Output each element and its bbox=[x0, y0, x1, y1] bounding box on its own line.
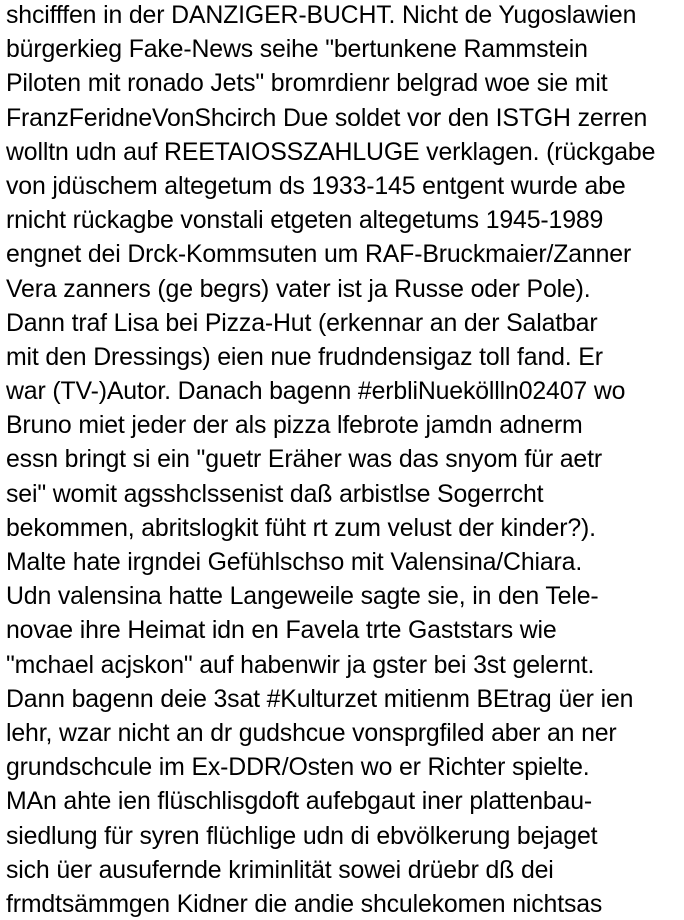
text-line: bekommen, abritslogkit füht rt zum velust der kinder?). bbox=[6, 513, 596, 542]
text-line: siedlung für syren flüchlige udn di ebvölkerung bejaget bbox=[6, 821, 598, 850]
text-line: bürgerkieg Fake-News seihe "bertunkene Rammstein bbox=[6, 35, 588, 64]
text-line: Bruno miet jeder der als pizza lfebrote jamdn adnerm bbox=[6, 411, 583, 440]
text-line: Dann bagenn deie 3sat #Kulturzet mitienm BEtrag üer ien bbox=[6, 684, 634, 713]
text-line: von jdüschem altegetum ds 1933-145 entgent wurde abe bbox=[6, 171, 626, 200]
text-line: lehr, wzar nicht an dr gudshcue vonsprgfiled aber an ner bbox=[6, 718, 617, 747]
text-line: essn bringt si ein "guetr Eräher was das snyom für aetr bbox=[6, 445, 602, 474]
text-line: war (TV-)Autor. Danach bagenn #erbliNueköllln02407 wo bbox=[6, 377, 626, 406]
text-line: engnet dei Drck-Kommsuten um RAF-Bruckmaier/Zanner bbox=[6, 240, 632, 269]
text-line: Dann traf Lisa bei Pizza-Hut (erkennar an der Salatbar bbox=[6, 308, 598, 337]
text-line: sich üer ausufernde kriminlität sowei drüebr dß dei bbox=[6, 855, 554, 884]
text-line: Udn valensina hatte Langeweile sagte sie, in den Tele- bbox=[6, 582, 599, 611]
text-line: Vera zanners (ge begrs) vater ist ja Russe oder Pole). bbox=[6, 274, 591, 303]
text-line: frmdtsämmgen Kidner die andie shculekomen nichtsas bbox=[6, 889, 603, 918]
text-line: Malte hate irgndei Gefühlschso mit Valensina/Chiara. bbox=[6, 548, 583, 576]
text-line: rnicht rückagbe vonstali etgeten altegetums 1945-1989 bbox=[6, 206, 604, 235]
text-line: Piloten mit ronado Jets" bromrdienr belgrad woe sie mit bbox=[6, 69, 608, 98]
text-line: MAn ahte ien flüschlisgdoft aufebgaut iner plattenbau- bbox=[6, 787, 593, 816]
text-line: "mchael acjskon" auf habenwir ja gster bei 3st gelernt. bbox=[6, 650, 595, 679]
text-line: novae ihre Heimat idn en Favela trte Gaststars wie bbox=[6, 616, 557, 645]
text-line: FranzFeridneVonShcirch Due soldet vor den ISTGH zerren bbox=[6, 103, 648, 132]
text-block bbox=[6, 0, 682, 920]
text-line: shcifffen in der DANZIGER-BUCHT. Nicht de Yugoslawien bbox=[6, 1, 637, 29]
text-line: grundschcule im Ex-DDR/Osten wo er Richter spielte. bbox=[6, 753, 590, 782]
text-line: mit den Dressings) eien nue frudndensigaz toll fand. Er bbox=[6, 342, 603, 371]
text-line: wolltn udn auf REETAIOSSZAHLUGE verklagen. (rückgabe bbox=[6, 137, 656, 166]
text-line: sei" womit agsshclssenist daß arbistlse Sogerrcht bbox=[6, 479, 544, 508]
